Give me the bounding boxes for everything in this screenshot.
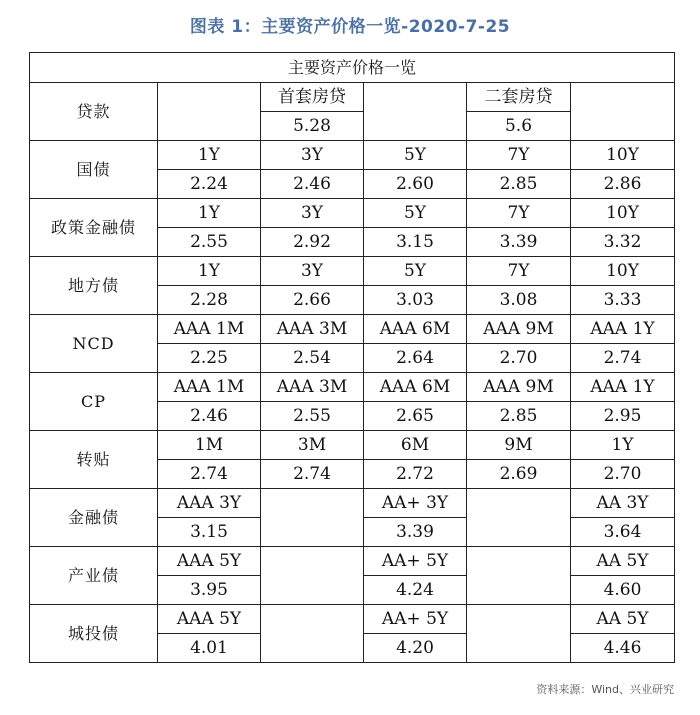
rate-cell: 2.28 bbox=[158, 286, 261, 315]
table-row bbox=[30, 489, 675, 518]
asset-price-table bbox=[29, 52, 675, 663]
rate-cell: 2.60 bbox=[364, 170, 467, 199]
rate-cell: 2.46 bbox=[261, 170, 364, 199]
row-label: 转贴 bbox=[30, 431, 158, 489]
rate-cell: 2.66 bbox=[261, 286, 364, 315]
row-label: 产业债 bbox=[30, 547, 158, 605]
tenor-cell: AAA 6M bbox=[364, 315, 467, 344]
rate-cell: 3.39 bbox=[467, 228, 571, 257]
rate-cell: 2.74 bbox=[158, 460, 261, 489]
tenor-cell: AA 5Y bbox=[571, 547, 675, 576]
tenor-cell: 7Y bbox=[467, 199, 571, 228]
rate-cell: 2.54 bbox=[261, 344, 364, 373]
empty-cell bbox=[571, 83, 675, 141]
table-header-row bbox=[30, 53, 675, 83]
loan-row-top bbox=[30, 83, 675, 112]
table-row bbox=[30, 431, 675, 460]
empty-cell bbox=[467, 547, 571, 605]
tenor-cell: AAA 9M bbox=[467, 315, 571, 344]
table-row bbox=[30, 199, 675, 228]
rate-cell: 2.86 bbox=[571, 170, 675, 199]
rate-cell: 4.20 bbox=[364, 634, 467, 663]
rate-cell: 3.32 bbox=[571, 228, 675, 257]
tenor-cell: AAA 1Y bbox=[571, 315, 675, 344]
rate-cell: 3.15 bbox=[158, 518, 261, 547]
rate-cell: 4.01 bbox=[158, 634, 261, 663]
tenor-cell: 1Y bbox=[158, 141, 261, 170]
rate-cell: 2.24 bbox=[158, 170, 261, 199]
table-row bbox=[30, 257, 675, 286]
tenor-cell: AA+ 5Y bbox=[364, 547, 467, 576]
tenor-cell: 7Y bbox=[467, 141, 571, 170]
table-row bbox=[30, 605, 675, 634]
tenor-cell: AAA 1M bbox=[158, 373, 261, 402]
rate-cell: 3.15 bbox=[364, 228, 467, 257]
tenor-cell: 5Y bbox=[364, 257, 467, 286]
rate-cell: 2.64 bbox=[364, 344, 467, 373]
rate-cell: 2.92 bbox=[261, 228, 364, 257]
row-label: CP bbox=[30, 373, 158, 431]
row-label: NCD bbox=[30, 315, 158, 373]
tenor-cell: 1M bbox=[158, 431, 261, 460]
row-label: 政策金融债 bbox=[30, 199, 158, 257]
rate-cell: 2.70 bbox=[571, 460, 675, 489]
empty-cell bbox=[261, 489, 364, 547]
rate-cell: 3.95 bbox=[158, 576, 261, 605]
tenor-cell: AAA 5Y bbox=[158, 547, 261, 576]
tenor-cell: AAA 1Y bbox=[571, 373, 675, 402]
loan-label: 贷款 bbox=[30, 83, 158, 141]
empty-cell bbox=[467, 605, 571, 663]
tenor-cell: 3Y bbox=[261, 199, 364, 228]
first-home-loan-label: 首套房贷 bbox=[261, 83, 364, 112]
table-row bbox=[30, 373, 675, 402]
rate-cell: 3.03 bbox=[364, 286, 467, 315]
rate-cell: 3.33 bbox=[571, 286, 675, 315]
tenor-cell: 1Y bbox=[158, 199, 261, 228]
source-note: 资料来源：Wind、兴业研究 bbox=[536, 683, 674, 696]
rate-cell: 2.25 bbox=[158, 344, 261, 373]
tenor-cell: 3M bbox=[261, 431, 364, 460]
tenor-cell: AA+ 3Y bbox=[364, 489, 467, 518]
rate-cell: 3.08 bbox=[467, 286, 571, 315]
empty-cell bbox=[261, 547, 364, 605]
tenor-cell: AAA 5Y bbox=[158, 605, 261, 634]
tenor-cell: AA 3Y bbox=[571, 489, 675, 518]
rate-cell: 2.55 bbox=[261, 402, 364, 431]
tenor-cell: AAA 6M bbox=[364, 373, 467, 402]
tenor-cell: AAA 9M bbox=[467, 373, 571, 402]
tenor-cell: 6M bbox=[364, 431, 467, 460]
rate-cell: 2.95 bbox=[571, 402, 675, 431]
tenor-cell: AAA 3Y bbox=[158, 489, 261, 518]
rate-cell: 4.60 bbox=[571, 576, 675, 605]
empty-cell bbox=[467, 489, 571, 547]
row-label: 金融债 bbox=[30, 489, 158, 547]
row-label: 国债 bbox=[30, 141, 158, 199]
rate-cell: 2.46 bbox=[158, 402, 261, 431]
tenor-cell: 10Y bbox=[571, 257, 675, 286]
rate-cell: 2.85 bbox=[467, 170, 571, 199]
table-row bbox=[30, 141, 675, 170]
tenor-cell: 10Y bbox=[571, 199, 675, 228]
empty-cell bbox=[364, 83, 467, 141]
tenor-cell: 10Y bbox=[571, 141, 675, 170]
rate-cell: 2.74 bbox=[261, 460, 364, 489]
row-label: 地方债 bbox=[30, 257, 158, 315]
second-home-loan-label: 二套房贷 bbox=[467, 83, 571, 112]
table-body bbox=[30, 53, 675, 663]
tenor-cell: 1Y bbox=[158, 257, 261, 286]
rate-cell: 4.46 bbox=[571, 634, 675, 663]
rate-cell: 2.65 bbox=[364, 402, 467, 431]
tenor-cell: AA 5Y bbox=[571, 605, 675, 634]
tenor-cell: 5Y bbox=[364, 141, 467, 170]
tenor-cell: 7Y bbox=[467, 257, 571, 286]
empty-cell bbox=[261, 605, 364, 663]
tenor-cell: AA+ 5Y bbox=[364, 605, 467, 634]
tenor-cell: 9M bbox=[467, 431, 571, 460]
rate-cell: 4.24 bbox=[364, 576, 467, 605]
table-header: 主要资产价格一览 bbox=[30, 53, 675, 83]
second-home-loan-rate: 5.6 bbox=[467, 112, 571, 141]
rate-cell: 2.55 bbox=[158, 228, 261, 257]
tenor-cell: AAA 3M bbox=[261, 315, 364, 344]
tenor-cell: 1Y bbox=[571, 431, 675, 460]
rate-cell: 3.39 bbox=[364, 518, 467, 547]
tenor-cell: 5Y bbox=[364, 199, 467, 228]
row-label: 城投债 bbox=[30, 605, 158, 663]
tenor-cell: AAA 3M bbox=[261, 373, 364, 402]
rate-cell: 2.74 bbox=[571, 344, 675, 373]
rate-cell: 2.72 bbox=[364, 460, 467, 489]
tenor-cell: 3Y bbox=[261, 257, 364, 286]
tenor-cell: 3Y bbox=[261, 141, 364, 170]
table-row bbox=[30, 315, 675, 344]
rate-cell: 3.64 bbox=[571, 518, 675, 547]
rate-cell: 2.85 bbox=[467, 402, 571, 431]
first-home-loan-rate: 5.28 bbox=[261, 112, 364, 141]
figure-title: 图表 1：主要资产价格一览-2020-7-25 bbox=[189, 17, 511, 37]
rate-cell: 2.70 bbox=[467, 344, 571, 373]
empty-cell bbox=[158, 83, 261, 141]
table-row bbox=[30, 547, 675, 576]
tenor-cell: AAA 1M bbox=[158, 315, 261, 344]
rate-cell: 2.69 bbox=[467, 460, 571, 489]
